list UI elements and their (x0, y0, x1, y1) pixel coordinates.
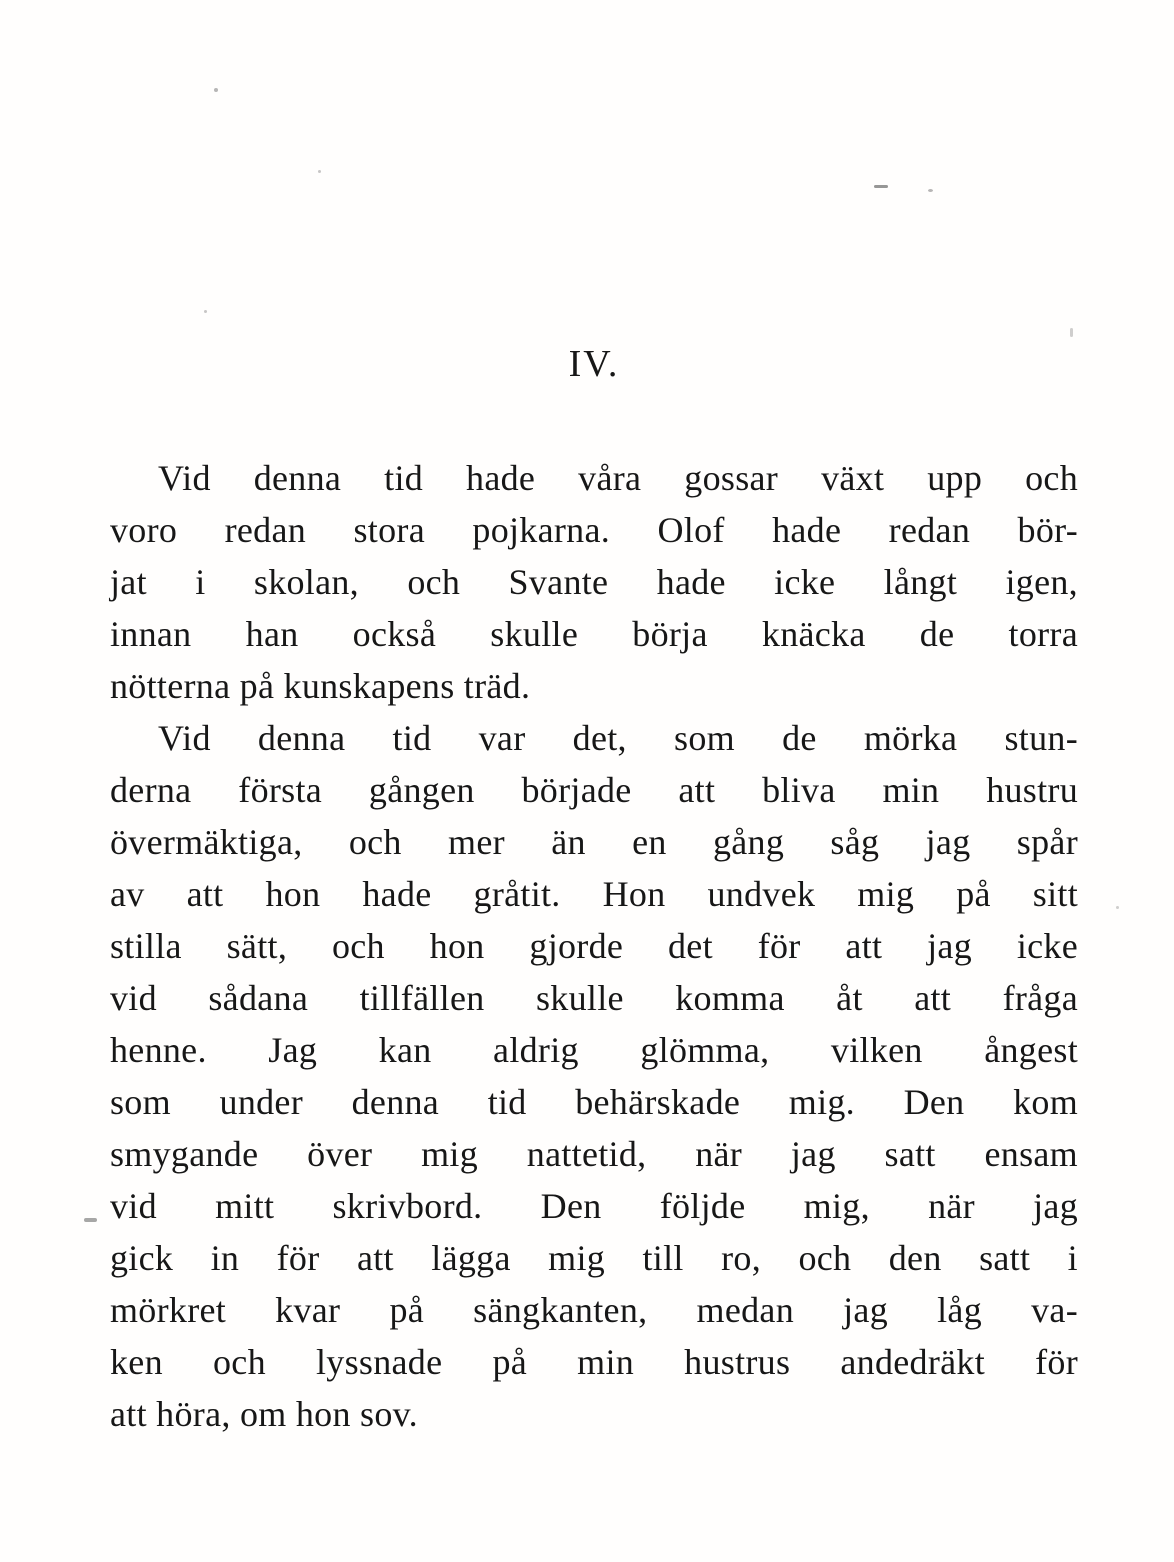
scan-speck (318, 170, 321, 173)
text-line: Vid denna tid var det, som de mörka stun- (158, 718, 1078, 758)
scan-speck (204, 310, 207, 313)
paragraph-2 (110, 712, 1078, 1440)
text-line: som under denna tid behärskade mig. Den kom (110, 1082, 1078, 1122)
text-line: av att hon hade gråtit. Hon undvek mig på sitt (110, 874, 1078, 914)
text-line: voro redan stora pojkarna. Olof hade redan bör- (110, 510, 1078, 550)
text-line: mörkret kvar på sängkanten, medan jag låg va- (110, 1290, 1078, 1330)
text-line: ken och lyssnade på min hustrus andedräkt för (110, 1342, 1078, 1382)
paragraph-1 (110, 452, 1078, 712)
text-line: smygande över mig nattetid, när jag satt ensam (110, 1134, 1078, 1174)
scan-speck (214, 88, 218, 92)
text-line: henne. Jag kan aldrig glömma, vilken ångest (110, 1030, 1078, 1070)
text-line: Vid denna tid hade våra gossar växt upp och (158, 458, 1078, 498)
text-line: derna första gången började att bliva min hustru (110, 770, 1078, 810)
scan-speck (84, 1218, 97, 1222)
text-line: stilla sätt, och hon gjorde det för att jag icke (110, 926, 1078, 966)
text-line: innan han också skulle börja knäcka de torra (110, 614, 1078, 654)
scan-speck (874, 185, 888, 188)
scan-speck (1070, 328, 1073, 337)
scan-speck (1116, 906, 1119, 909)
chapter-heading: IV. (568, 343, 620, 385)
text-line: gick in för att lägga mig till ro, och den satt i (110, 1238, 1078, 1278)
text-line: övermäktiga, och mer än en gång såg jag spår (110, 822, 1078, 862)
text-line: jat i skolan, och Svante hade icke långt igen, (110, 562, 1078, 602)
text-line: att höra, om hon sov. (110, 1394, 418, 1434)
text-line: vid mitt skrivbord. Den följde mig, när jag (110, 1186, 1078, 1226)
text-line: nötterna på kunskapens träd. (110, 666, 531, 706)
text-line: vid sådana tillfällen skulle komma åt att fråga (110, 978, 1078, 1018)
text-block (110, 342, 1078, 1440)
scan-speck (928, 189, 933, 192)
